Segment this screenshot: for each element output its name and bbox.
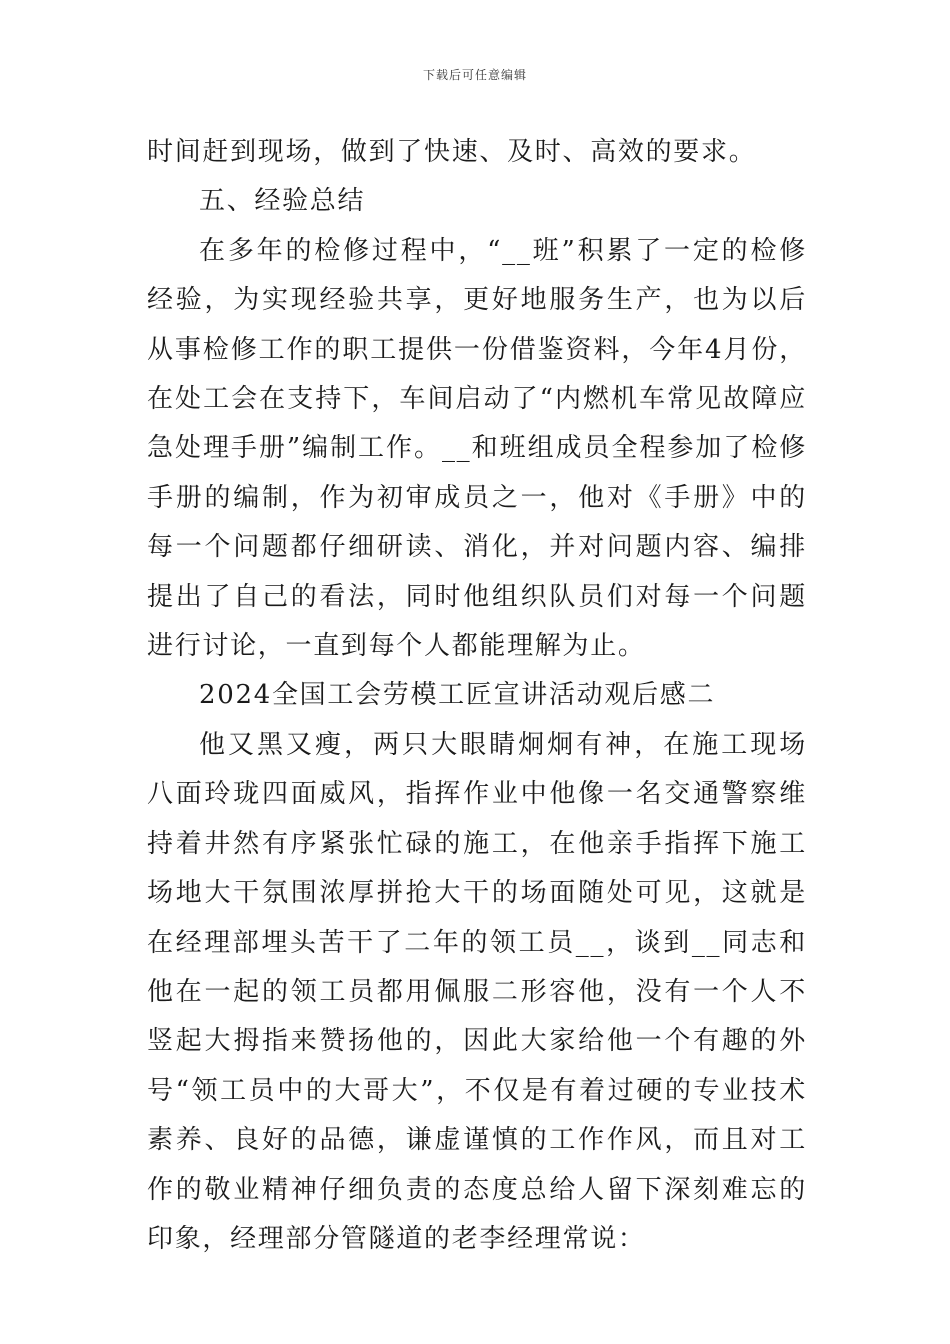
document-body <box>147 128 807 1264</box>
paragraph-profile: 他又黑又瘦，两只大眼睛炯炯有神，在施工现场八面玲珑四面威风，指挥作业中他像一名交通警察维持着井然有序紧张忙碌的施工，在他亲手指挥下施工场地大干氛围浓厚拼抢大干的场面随处可见，这就是在经理部埋头苦干了二年的领工员__，谈到__同志和他在一起的领工员都用佩服二形容他，没有一个人不竖起大拇指来赞扬他的，因此大家给他一个有趣的外号“领工员中的大哥大”，不仅是有着过硬的专业技术素养、良好的品德，谦虚谨慎的工作作风，而且对工作的敬业精神仔细负责的态度总给人留下深刻难忘的印象，经理部分管隧道的老李经理常说： <box>147 729 807 1254</box>
section-heading: 五、经验总结 <box>199 186 366 217</box>
paragraph-experience: 在多年的检修过程中，“__班”积累了一定的检修经验，为实现经验共享，更好地服务生产，也为以后从事检修工作的职工提供一份借鉴资料，今年4月份，在处工会在支持下，车间启动了“内燃机车常见故障应急处理手册”编制工作。__和班组成员全程参加了检修手册的编制，作为初审成员之一，他对《手册》中的每一个问题都仔细研读、消化，并对问题内容、编排提出了自己的看法，同时他组织队员们对每一个问题进行讨论，一直到每个人都能理解为止。 <box>147 235 807 662</box>
article-subtitle: 2024全国工会劳模工匠宣讲活动观后感二 <box>199 680 716 711</box>
header-note: 下载后可任意编辑 <box>422 68 527 82</box>
paragraph-continuation: 时间赶到现场，做到了快速、及时、高效的要求。 <box>147 137 757 167</box>
